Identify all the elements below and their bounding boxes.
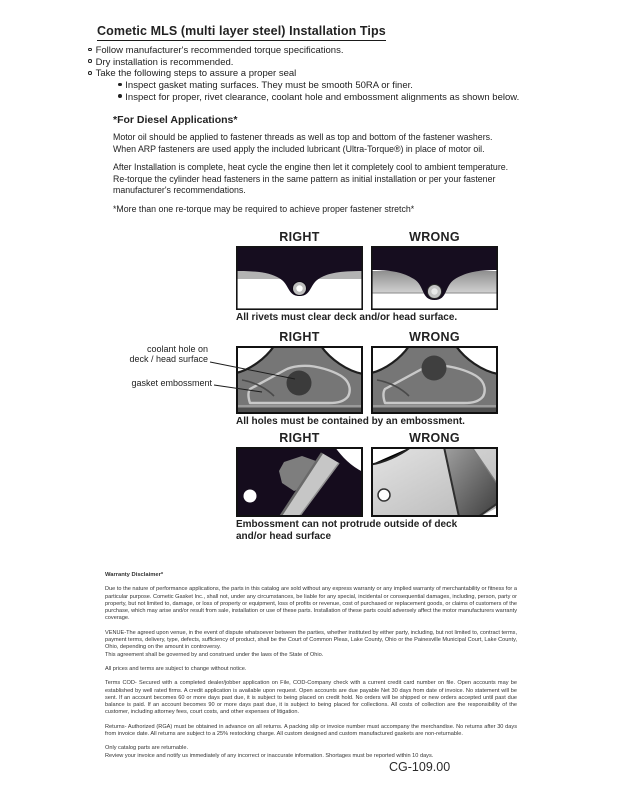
list-item [88, 68, 528, 80]
right-label: RIGHT [279, 230, 320, 244]
coolant-hole-callout [100, 344, 208, 365]
returns-paragraph: Returns- Authorized (RGA) must be obtained in advance on all returns. A packing slip or invoice number must accompany the merchandise. No returns after 30 days from invoice date. All returns are subject to a 25% restocking charge. All custom designed and custom manufactured gaskets are non-returnable. [105, 723, 517, 738]
warranty-paragraph: Due to the nature of performance applications, the parts in this catalog are sold without any express warranty or any implied warranty of merchantability or fitness for a particular purpose. Cometic Gasket Inc., shall not, under any circumstances, be liable for any special, incidental or consequential damages, including, person, party or property, but not limited to, damage, or loss of property or equipment, loss of profits or revenue, cost of purchased or replacement goods, or claims of customers of the purchase, which may arise and/or result from sale, installation or use of these parts. Installation of these parts could adversely affect the motor manufacturers warranty coverage. [105, 586, 517, 622]
callout-leader-lines [205, 350, 305, 400]
wrong-label: WRONG [409, 431, 460, 445]
wrong-label: WRONG [409, 230, 460, 244]
page-code: CG-109.00 [389, 760, 451, 774]
embossment-wrong-diagram [371, 346, 498, 414]
bullet-text: Follow manufacturer's recommended torque specifications. [95, 45, 344, 56]
terms-paragraph: Terms COD- Secured with a completed dealer/jobber application on File, COD-Company check with a current credit card number on file. Open accounts may be established by well rated firms. A credit application is available upon request. Open accounts are due payable Net 30 days from date of invoice. No statement will be sent. If an account becomes 60 or more days past due, it is subject to being placed on credit hold. No orders will be shipped or new orders accepted until past due balance is paid. If an account becomes 90 or more days past due, it is subject to being placed for collections. All costs of collection are the responsibility of the customer, including attorney fees, court costs, and other expenses of litigation. [105, 680, 517, 716]
gasket-embossment-callout: gasket embossment [131, 378, 212, 388]
prices-paragraph: All prices and terms are subject to change without notice. [105, 665, 247, 672]
catalog-paragraph: Only catalog parts are returnable. [105, 745, 189, 752]
diesel-paragraph-2: After Installation is complete, heat cycle the engine then let it completely cool to ambient temperature. Re-torque the cylinder head fasteners in the same pattern as initial installation or per your fastener manufacturer's recommendations. [113, 162, 509, 196]
list-item [88, 92, 528, 104]
figure-caption: All rivets must clear deck and/or head surface. [236, 312, 458, 323]
solid-bullet-icon [118, 94, 122, 98]
figure-rivet-clearance [236, 230, 498, 324]
figure-embossment-protrusion [236, 431, 498, 542]
protrusion-right-diagram [236, 447, 363, 517]
diesel-heading: *For Diesel Applications* [113, 114, 238, 126]
installation-tips-list [88, 45, 528, 103]
open-bullet-icon [88, 71, 92, 75]
page-title: Cometic MLS (multi layer steel) Installation Tips [97, 24, 386, 41]
open-bullet-icon [88, 59, 92, 63]
figure-caption [236, 519, 498, 542]
bullet-text: Inspect gasket mating surfaces. They must be smooth 50RA or finer. [125, 80, 413, 92]
right-label: RIGHT [279, 431, 320, 445]
bullet-text: Dry installation is recommended. [95, 56, 234, 68]
list-item [88, 57, 528, 69]
callout-text: deck / head surface [129, 354, 208, 365]
protrusion-wrong-diagram [371, 447, 498, 517]
governed-paragraph: This agreement shall be governed by and construed under the laws of the State of Ohio. [105, 651, 324, 658]
rivet-right-diagram [236, 246, 363, 310]
figure-caption: All holes must be contained by an embossment. [236, 416, 465, 427]
retorque-note: *More than one re-torque may be required to achieve proper fastener stretch* [113, 204, 415, 214]
callout-text: coolant hole on [146, 344, 208, 354]
caption-line: Embossment can not protrude outside of deck [236, 519, 458, 530]
open-bullet-icon [88, 48, 92, 52]
review-paragraph: Review your invoice and notify us immediately of any incorrect or inaccurate information. Shortages must be reported within 10 days. [105, 752, 434, 759]
diesel-paragraph-1: Motor oil should be applied to fastener threads as well as top and bottom of the fastener washers. When ARP fasteners are used apply the included lubricant (Ultra-Torque®) in place of motor oil. [113, 132, 493, 154]
wrong-label: WRONG [409, 330, 460, 344]
bullet-text: Take the following steps to assure a proper seal [95, 68, 297, 80]
bullet-text: Inspect for proper, rivet clearance, coolant hole and embossment alignments as shown below. [125, 91, 520, 103]
warranty-disclaimer-section [105, 572, 517, 767]
caption-line: and/or head surface [236, 530, 332, 542]
warranty-heading: Warranty Disclaimer* [105, 572, 164, 578]
venue-paragraph: VENUE-The agreed upon venue, in the event of dispute whatsoever between the parties, whether instituted by either party, including, but not limited to, contract terms, payment terms, delivery, type, defects, sufficiency of product, shall be the Court of Common Pleas, Lake County, Ohio or the Painesville Municipal Court, Lake County, Ohio, depending on the amount in controversy. [105, 629, 517, 651]
list-item [88, 80, 528, 92]
solid-bullet-icon [118, 83, 122, 87]
rivet-wrong-diagram [371, 246, 498, 310]
right-label: RIGHT [279, 330, 320, 344]
list-item [88, 45, 528, 57]
